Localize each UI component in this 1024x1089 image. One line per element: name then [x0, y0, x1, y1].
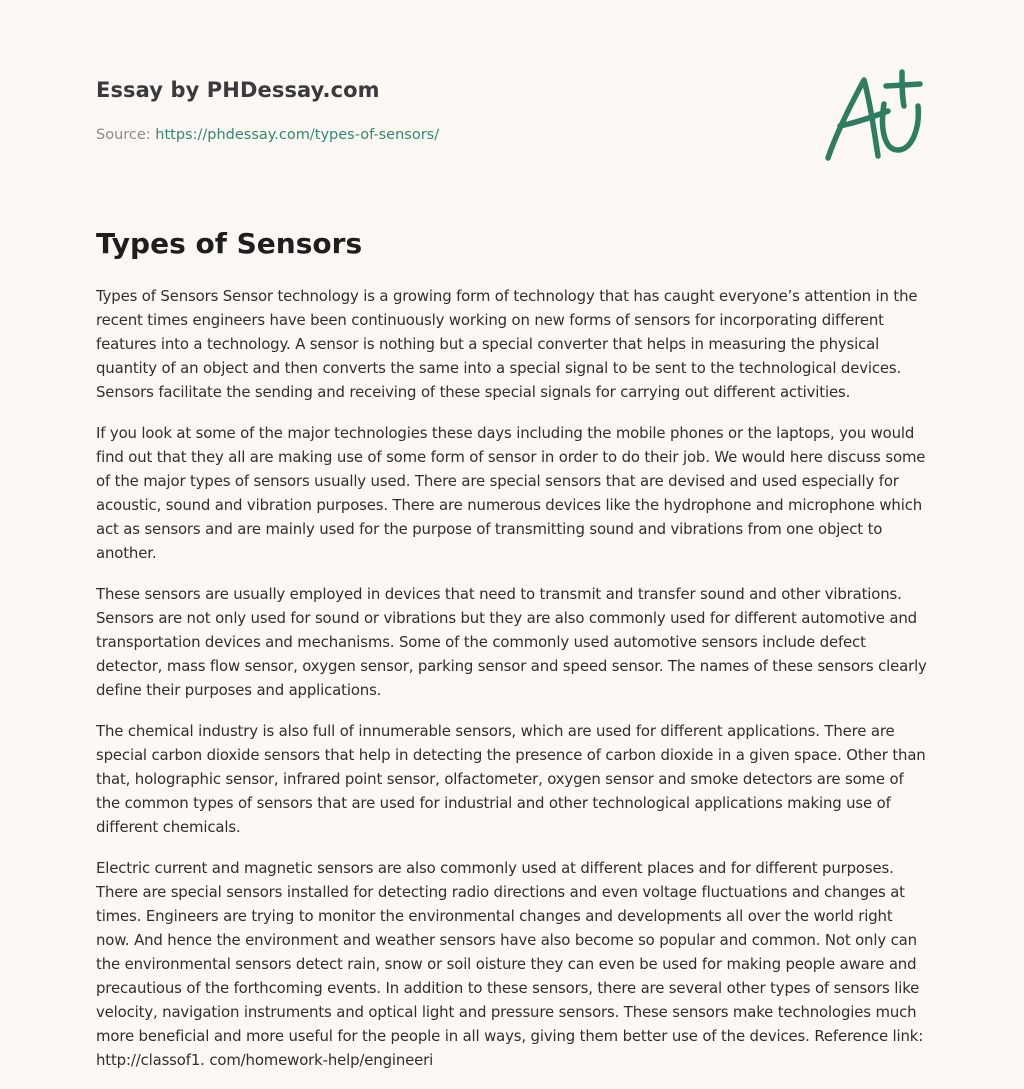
source-link[interactable]: https://phdessay.com/types-of-sensors/: [155, 127, 440, 143]
source-label: Source:: [96, 127, 151, 143]
article-body: [96, 284, 930, 1089]
paragraph: The chemical industry is also full of innumerable sensors, which are used for different applications. There are special carbon dioxide sensors that help in detecting the presence of carbon dioxide in a given space. Other than that, holographic sensor, infrared point sensor, olfactometer, oxygen sensor and smoke detectors are some of the common types of sensors that are used for industrial and other technological applications making use of different chemicals.: [96, 722, 926, 836]
brand-title: Essay by PHDessay.com: [96, 78, 380, 102]
paragraph: If you look at some of the major technologies these days including the mobile phones or the laptops, you would find out that they all are making use of some form of sensor in order to do their job. We would here discuss some of the major types of sensors usually used. There are special sensors that are devised and used especially for acoustic, sound and vibration purposes. There are numerous devices like the hydrophone and microphone which act as sensors and are mainly used for the purpose of transmitting sound and vibrations from one object to another.: [96, 424, 926, 562]
paragraph: Types of Sensors Sensor technology is a growing form of technology that has caught everyone’s attention in the recent times engineers have been continuously working on new forms of sensors for incorporating different features into a technology. A sensor is nothing but a special converter that helps in measuring the physical quantity of an object and then converts the same into a special signal to be sent to the technological devices. Sensors facilitate the sending and receiving of these special signals for carrying out different activities.: [96, 287, 918, 401]
source-line: [96, 125, 796, 145]
paragraph: Electric current and magnetic sensors are also commonly used at different places and for different purposes. There are special sensors installed for detecting radio directions and even voltage fluctuations and changes at times. Engineers are trying to monitor the environmental changes and developments all over the world right now. And hence the environment and weather sensors have also become so popular and common. Not only can the environmental sensors detect rain, snow or soil oisture they can even be used for making people aware and precautious of the forthcoming events. In addition to these sensors, there are several other types of sensors like velocity, navigation instruments and optical light and pressure sensors. These sensors make technologies much more beneficial and more useful for the people in all ways, giving them better use of the devices. Reference link: http://classof1. com/homework-help/engineeri: [96, 859, 924, 1069]
paragraph: These sensors are usually employed in devices that need to transmit and transfer sound and other vibrations. Sensors are not only used for sound or vibrations but they are also commonly used for different automotive and transportation devices and mechanisms. Some of the commonly used automotive sensors include defect detector, mass flow sensor, oxygen sensor, parking sensor and speed sensor. The names of these sensors clearly define their purposes and applications.: [96, 585, 927, 699]
page-header: [96, 76, 796, 145]
article-title: Types of Sensors: [96, 227, 363, 260]
a-plus-grade-icon: [822, 68, 928, 164]
